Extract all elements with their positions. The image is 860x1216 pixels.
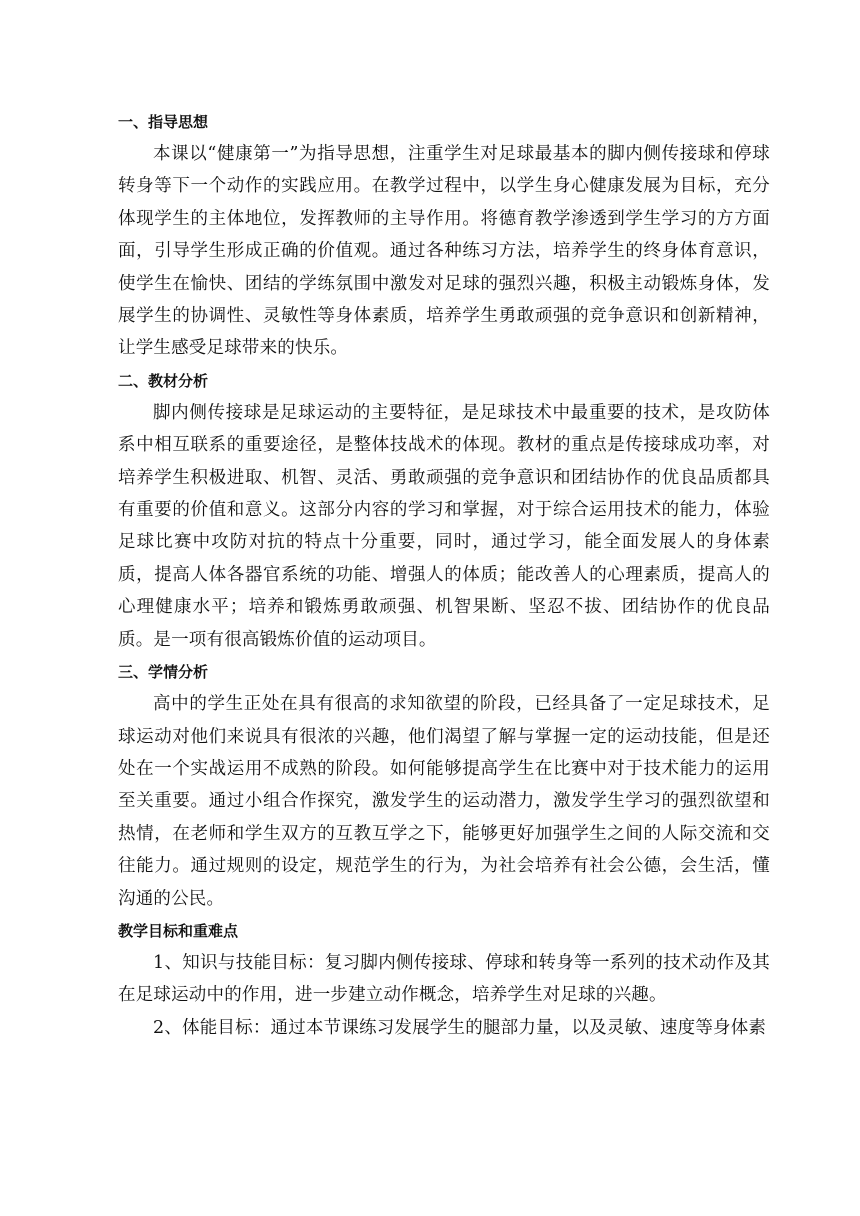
paragraph-material-analysis: 脚内侧传接球是足球运动的主要特征，是足球技术中最重要的技术，是攻防体系中相互联系的重要途径，是整体技战术的体现。教材的重点是传接球成功率，对培养学生积极进取、机智、灵活、勇敢顽强的竞争意识和团结协作的优良品质都具有重要的价值和意义。这部分内容的学习和掌握，对于综合运用技术的能力，体验足球比赛中攻防对抗的特点十分重要，同时，通过学习，能全面发展人的身体素质，提高人体各器官系统的功能、增强人的体质；能改善人的心理素质，提高人的心理健康水平；培养和锻炼勇敢顽强、机智果断、坚忍不拔、团结协作的优良品质。是一项有很高锻炼价值的运动项目。 bbox=[118, 402, 770, 650]
paragraph-objective-fitness: 2、体能目标：通过本节课练习发展学生的腿部力量，以及灵敏、速度等身体素 bbox=[153, 1017, 767, 1038]
paragraph-guiding-ideology: 本课以“健康第一”为指导思想，注重学生对足球最基本的脚内侧传接球和停球转身等下一个动作的实践应用。在教学过程中，以学生身心健康发展为目标，充分体现学生的主体地位，发挥教师的主导作用。将德育教学渗透到学生学习的方方面面，引导学生形成正确的价值观。通过各种练习方法，培养学生的终身体育意识，使学生在愉快、团结的学练氛围中激发对足球的强烈兴趣，积极主动锻炼身体，发展学生的协调性、灵敏性等身体素质，培养学生勇敢顽强的竞争意识和创新精神，让学生感受足球带来的快乐。 bbox=[118, 144, 770, 359]
section-heading-student-analysis: 三、学情分析 bbox=[118, 663, 209, 682]
paragraph-student-analysis: 高中的学生正处在具有很高的求知欲望的阶段，已经具备了一定足球技术，足球运动对他们来说具有很浓的兴趣，他们渴望了解与掌握一定的运动技能，但是还处在一个实战运用不成熟的阶段。如何能够提高学生在比赛中对于技术能力的运用至关重要。通过小组合作探究，激发学生的运动潜力，激发学生学习的强烈欲望和热情，在老师和学生双方的互教互学之下，能够更好加强学生之间的人际交流和交往能力。通过规则的设定，规范学生的行为，为社会培养有社会公德，会生活，懂沟通的公民。 bbox=[118, 694, 770, 909]
section-heading-material-analysis: 二、教材分析 bbox=[118, 371, 209, 390]
section-heading-guiding-ideology: 一、指导思想 bbox=[118, 113, 209, 131]
section-heading-objectives: 教学目标和重难点 bbox=[118, 921, 239, 940]
paragraph-objective-knowledge-skills: 1、知识与技能目标：复习脚内侧传接球、停球和转身等一系列的技术动作及其在足球运动中的作用，进一步建立动作概念，培养学生对足球的兴趣。 bbox=[118, 952, 770, 1006]
document-page bbox=[118, 106, 770, 1044]
